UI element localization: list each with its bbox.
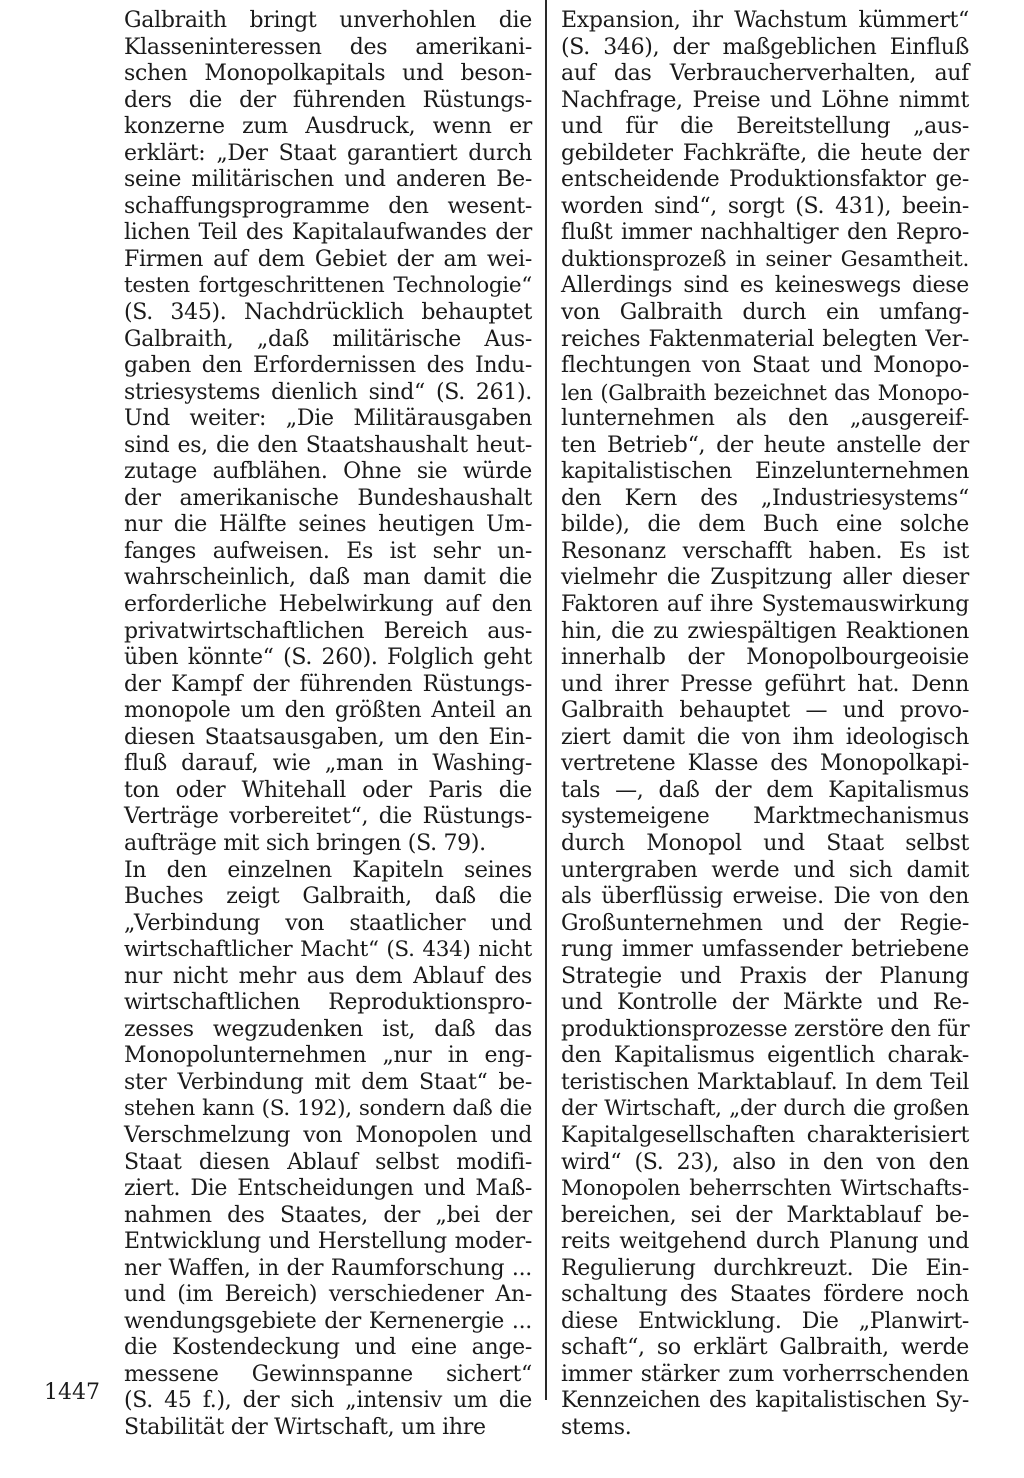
text-line: lichen Teil des Kapitalaufwandes der bbox=[124, 220, 532, 246]
text-line: stems. bbox=[561, 1414, 632, 1440]
page-number: 1447 bbox=[44, 1380, 100, 1405]
text-line: innerhalb der Monopolbourgeoisie bbox=[561, 645, 969, 671]
text-line: üben könnte“ (S. 260). Folglich geht bbox=[124, 645, 532, 671]
text-line: ten Betrieb“, der heute anstelle der bbox=[561, 432, 969, 458]
text-line: und für die Bereitstellung „aus- bbox=[561, 114, 969, 140]
text-line: auf das Verbraucherverhalten, auf bbox=[561, 61, 969, 87]
text-line: Klasseninteressen des amerikani- bbox=[124, 34, 532, 60]
text-line: schaft“, so erklärt Galbraith, werde bbox=[561, 1335, 969, 1361]
text-line: wirtschaftlicher Macht“ (S. 434) nicht bbox=[124, 937, 532, 963]
text-line: Regulierung durchkreuzt. Die Ein- bbox=[561, 1255, 969, 1281]
text-line: vielmehr die Zuspitzung aller dieser bbox=[561, 565, 969, 591]
text-line: vertretene Klasse des Monopolkapi- bbox=[561, 751, 969, 777]
text-line: seine militärischen und anderen Be- bbox=[124, 167, 532, 193]
text-line: wird“ (S. 23), also in den von den bbox=[561, 1149, 969, 1175]
text-line: die Kostendeckung und eine ange- bbox=[124, 1335, 532, 1361]
text-line: messene Gewinnspanne sichert“ bbox=[124, 1361, 532, 1387]
text-line: wirtschaftlichen Reproduktionspro- bbox=[124, 990, 532, 1016]
text-line: erklärt: „Der Staat garantiert durch bbox=[124, 140, 532, 166]
text-line: ders die der führenden Rüstungs- bbox=[124, 87, 532, 113]
text-line: fanges aufweisen. Es ist sehr un- bbox=[124, 538, 532, 564]
text-line: und Kontrolle der Märkte und Re- bbox=[561, 990, 969, 1016]
text-line: ziert damit die von ihm ideologisch bbox=[561, 724, 969, 750]
text-line: lunternehmen als den „ausgereif- bbox=[561, 406, 969, 432]
text-line: Galbraith, „daß militärische Aus- bbox=[124, 326, 532, 352]
text-line: Großunternehmen und der Regie- bbox=[561, 910, 969, 936]
text-line: bilde), die dem Buch eine solche bbox=[561, 512, 969, 538]
text-line: (S. 345). Nachdrücklich behauptet bbox=[124, 300, 532, 326]
text-line: Monopolunternehmen „nur in eng- bbox=[124, 1043, 532, 1069]
text-line: teristischen Marktablauf. In dem Teil bbox=[561, 1069, 969, 1095]
column-divider bbox=[545, 0, 547, 1400]
text-line: sind es, die den Staatshaushalt heut- bbox=[124, 432, 532, 458]
text-line: kapitalistischen Einzelunternehmen bbox=[561, 459, 969, 485]
text-line: Faktoren auf ihre Systemauswirkung bbox=[561, 592, 969, 618]
text-line: striesystems dienlich sind“ (S. 261). bbox=[124, 379, 532, 405]
text-line: flechtungen von Staat und Monopo- bbox=[561, 353, 969, 379]
text-line: Kapitalgesellschaften charakterisiert bbox=[561, 1122, 969, 1148]
text-line: zutage aufblähen. Ohne sie würde bbox=[124, 459, 532, 485]
text-line: testen fortgeschrittenen Technologie“ bbox=[124, 273, 532, 299]
text-line: erforderliche Hebelwirkung auf den bbox=[124, 592, 532, 618]
text-line: entscheidende Produktionsfaktor ge- bbox=[561, 167, 969, 193]
text-line: In den einzelnen Kapiteln seines bbox=[124, 857, 532, 883]
text-line: schen Monopolkapitals und beson- bbox=[124, 61, 532, 87]
text-line: Expansion, ihr Wachstum kümmert“ bbox=[561, 8, 969, 33]
text-line: Staat diesen Ablauf selbst modifi- bbox=[124, 1149, 532, 1175]
text-line: und ihrer Presse geführt hat. Denn bbox=[561, 671, 969, 697]
text-line: worden sind“, sorgt (S. 431), beein- bbox=[561, 193, 969, 219]
text-line: der amerikanische Bundeshaushalt bbox=[124, 485, 532, 511]
text-line: Stabilität der Wirtschaft, um ihre bbox=[124, 1414, 486, 1440]
text-line: Galbraith behauptet — und provo- bbox=[561, 698, 969, 724]
text-line: len (Galbraith bezeichnet das Monopo- bbox=[561, 380, 969, 405]
text-line: diese Entwicklung. Die „Planwirt- bbox=[561, 1308, 969, 1334]
text-line: ton oder Whitehall oder Paris die bbox=[124, 777, 532, 803]
text-line: gaben den Erfordernissen des Indu- bbox=[124, 353, 532, 379]
text-line: flußt immer nachhaltiger den Repro- bbox=[561, 220, 969, 246]
text-line: den Kern des „Industriesystems“ bbox=[561, 485, 969, 511]
text-line: bereichen, sei der Marktablauf be- bbox=[561, 1202, 969, 1228]
text-line: hin, die zu zwiespältigen Reaktionen bbox=[561, 618, 969, 644]
text-line: wendungsgebiete der Kernenergie ... bbox=[124, 1308, 532, 1334]
text-line: ster Verbindung mit dem Staat“ be- bbox=[124, 1069, 532, 1095]
text-line: monopole um den größten Anteil an bbox=[124, 698, 532, 724]
text-line: konzerne zum Ausdruck, wenn er bbox=[124, 114, 532, 140]
text-line: „Verbindung von staatlicher und bbox=[124, 910, 532, 936]
text-line: Galbraith bringt unverhohlen die bbox=[124, 8, 532, 33]
text-line: rung immer umfassender betriebene bbox=[561, 937, 969, 963]
text-line: immer stärker zum vorherrschenden bbox=[561, 1361, 969, 1387]
text-line: Resonanz verschafft haben. Es ist bbox=[561, 538, 969, 564]
text-line: von Galbraith durch ein umfang- bbox=[561, 300, 969, 326]
text-line: Und weiter: „Die Militärausgaben bbox=[124, 406, 532, 432]
text-line: Strategie und Praxis der Planung bbox=[561, 963, 969, 989]
text-line: Nachfrage, Preise und Löhne nimmt bbox=[561, 87, 969, 113]
text-line: aufträge mit sich bringen (S. 79). bbox=[124, 830, 486, 856]
text-line: wahrscheinlich, daß man damit die bbox=[124, 565, 532, 591]
text-line: Kennzeichen des kapitalistischen Sy- bbox=[561, 1388, 969, 1414]
left-text-column bbox=[124, 8, 532, 1442]
text-line: den Kapitalismus eigentlich charak- bbox=[561, 1043, 969, 1069]
text-line: systemeigene Marktmechanismus bbox=[561, 804, 969, 830]
text-line: nur nicht mehr aus dem Ablauf des bbox=[124, 963, 532, 989]
text-line: privatwirtschaftlichen Bereich aus- bbox=[124, 618, 532, 644]
text-line: ziert. Die Entscheidungen und Maß- bbox=[124, 1176, 532, 1202]
text-line: Firmen auf dem Gebiet der am wei- bbox=[124, 246, 532, 272]
text-line: Allerdings sind es keineswegs diese bbox=[561, 273, 969, 299]
text-line: und (im Bereich) verschiedener An- bbox=[124, 1282, 532, 1308]
text-line: duktionsprozeß in seiner Gesamtheit. bbox=[561, 246, 969, 272]
text-line: Verträge vorbereitet“, die Rüstungs- bbox=[124, 804, 532, 830]
text-line: der Kampf der führenden Rüstungs- bbox=[124, 671, 532, 697]
right-text-column bbox=[561, 8, 969, 1442]
text-line: schaffungsprogramme den wesent- bbox=[124, 193, 532, 219]
text-line: ner Waffen, in der Raumforschung ... bbox=[124, 1255, 532, 1281]
text-line: tals —, daß der dem Kapitalismus bbox=[561, 777, 969, 803]
text-line: Buches zeigt Galbraith, daß die bbox=[124, 884, 532, 910]
text-line: (S. 346), der maßgeblichen Einfluß bbox=[561, 34, 969, 60]
text-line: produktionsprozesse zerstöre den für bbox=[561, 1016, 970, 1042]
text-line: Monopolen beherrschten Wirtschafts- bbox=[561, 1176, 969, 1202]
text-line: untergraben werde und sich damit bbox=[561, 857, 969, 883]
text-line: Entwicklung und Herstellung moder- bbox=[124, 1229, 532, 1255]
text-line: stehen kann (S. 192), sondern daß die bbox=[124, 1096, 532, 1122]
text-line: zesses wegzudenken ist, daß das bbox=[124, 1016, 532, 1042]
text-line: nur die Hälfte seines heutigen Um- bbox=[124, 512, 532, 538]
text-line: Verschmelzung von Monopolen und bbox=[124, 1122, 532, 1148]
text-line: (S. 45 f.), der sich „intensiv um die bbox=[124, 1388, 532, 1414]
text-line: gebildeter Fachkräfte, die heute der bbox=[561, 140, 969, 166]
text-line: als überflüssig erweise. Die von den bbox=[561, 884, 969, 910]
text-line: schaltung des Staates fördere noch bbox=[561, 1282, 969, 1308]
text-line: fluß darauf, wie „man in Washing- bbox=[124, 751, 532, 777]
text-line: reiches Faktenmaterial belegten Ver- bbox=[561, 326, 969, 352]
text-line: der Wirtschaft, „der durch die großen bbox=[561, 1096, 969, 1122]
text-line: nahmen des Staates, der „bei der bbox=[124, 1202, 532, 1228]
text-line: reits weitgehend durch Planung und bbox=[561, 1229, 969, 1255]
text-line: durch Monopol und Staat selbst bbox=[561, 830, 969, 856]
text-line: diesen Staatsausgaben, um den Ein- bbox=[124, 724, 532, 750]
